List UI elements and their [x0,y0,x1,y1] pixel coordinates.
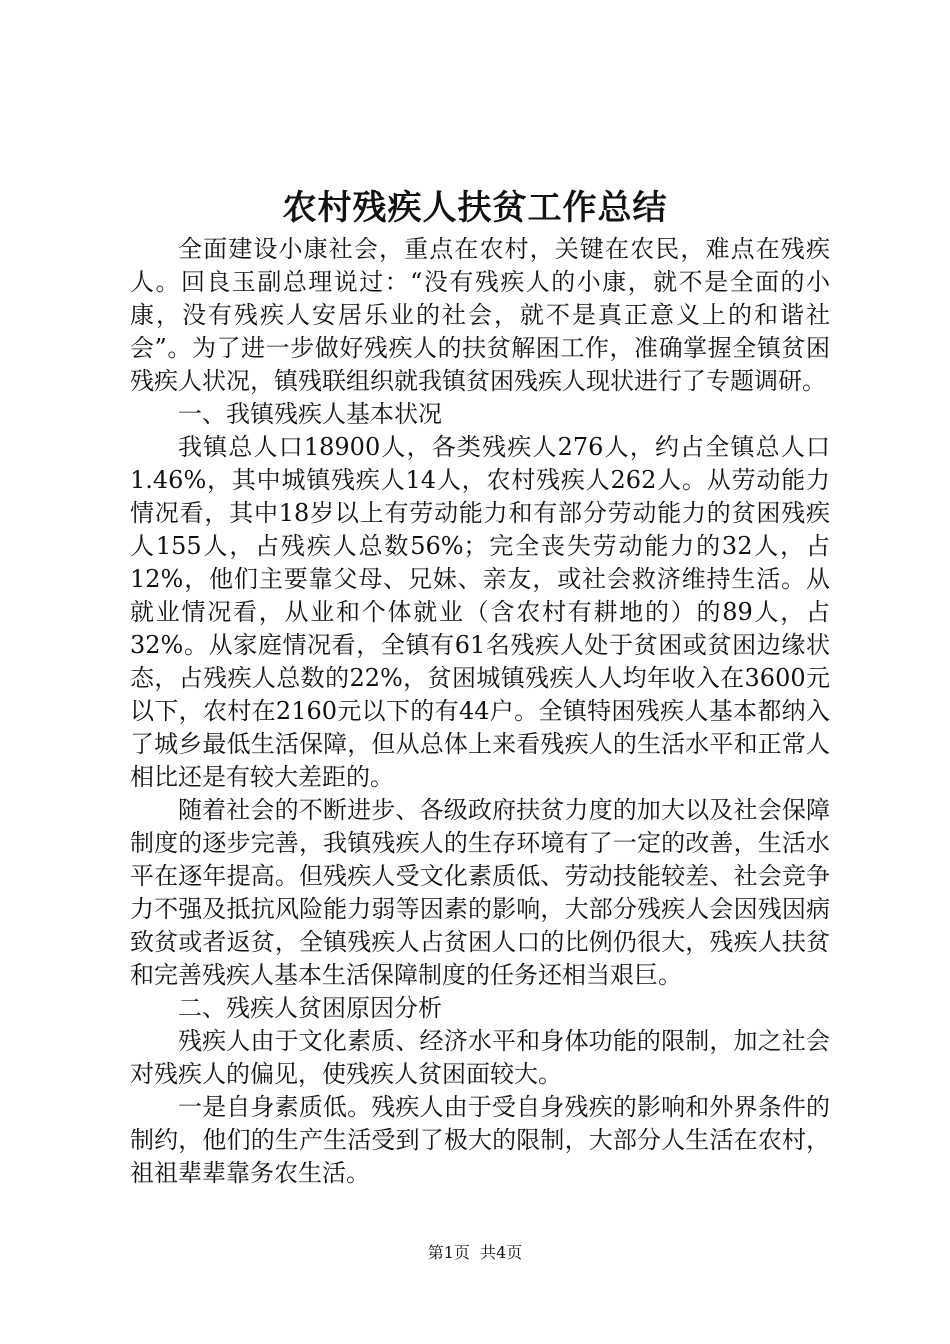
section-heading-1: 一、我镇残疾人基本状况 [178,400,442,428]
footer-spacer [470,1243,480,1262]
document-title: 农村残疾人扶贫工作总结 [282,188,668,228]
paragraph-social-progress: 随着社会的不断进步、各级政府扶贫力度的加大以及社会保障制度的逐步完善，我镇残疾人的生存环境有了一定的改善，生活水平在逐年提高。但残疾人受文化素质低、劳动技能较差、社会竞争力不强及抵抗风险能力弱等因素的影响，大部分残疾人会因残因病致贫或者返贫，全镇残疾人占贫困人口的比例仍很大，残疾人扶贫和完善残疾人基本生活保障制度的任务还相当艰巨。 [130,796,830,989]
page-footer [0,1241,950,1265]
section-heading-2: 二、残疾人贫困原因分析 [178,994,442,1022]
paragraph-poverty-causes: 残疾人由于文化素质、经济水平和身体功能的限制，加之社会对残疾人的偏见，使残疾人贫困面较大。 [130,1027,830,1088]
page-total: 共4页 [480,1243,523,1262]
document-body [130,233,830,1190]
paragraph-intro: 全面建设小康社会，重点在农村，关键在农民，难点在残疾人。回良玉副总理说过：“没有残疾人的小康，就不是全面的小康，没有残疾人安居乐业的社会，就不是真正意义上的和谐社会”。为了进一步做好残疾人的扶贫解困工作，准确掌握全镇贫困残疾人状况，镇残联组织就我镇贫困残疾人现状进行了专题调研。 [130,235,830,395]
page-number: 第1页 [427,1243,470,1262]
paragraph-low-quality: 一是自身素质低。残疾人由于受自身残疾的影响和外界条件的制约，他们的生产生活受到了极大的限制，大部分人生活在农村，祖祖辈辈靠务农生活。 [130,1093,830,1187]
paragraph-basic-status: 我镇总人口18900人，各类残疾人276人，约占全镇总人口1.46%，其中城镇残疾人14人，农村残疾人262人。从劳动能力情况看，其中18岁以上有劳动能力和有部分劳动能力的贫困残疾人155人，占残疾人总数56%；完全丧失劳动能力的32人，占12%，他们主要靠父母、兄妹、亲友，或社会救济维持生活。从就业情况看，从业和个体就业（含农村有耕地的）的89人，占32%。从家庭情况看，全镇有61名残疾人处于贫困或贫困边缘状态，占残疾人总数的22%，贫困城镇残疾人人均年收入在3600元以下，农村在2160元以下的有44户。全镇特困残疾人基本都纳入了城乡最低生活保障，但从总体上来看残疾人的生活水平和正常人相比还是有较大差距的。 [130,433,830,791]
